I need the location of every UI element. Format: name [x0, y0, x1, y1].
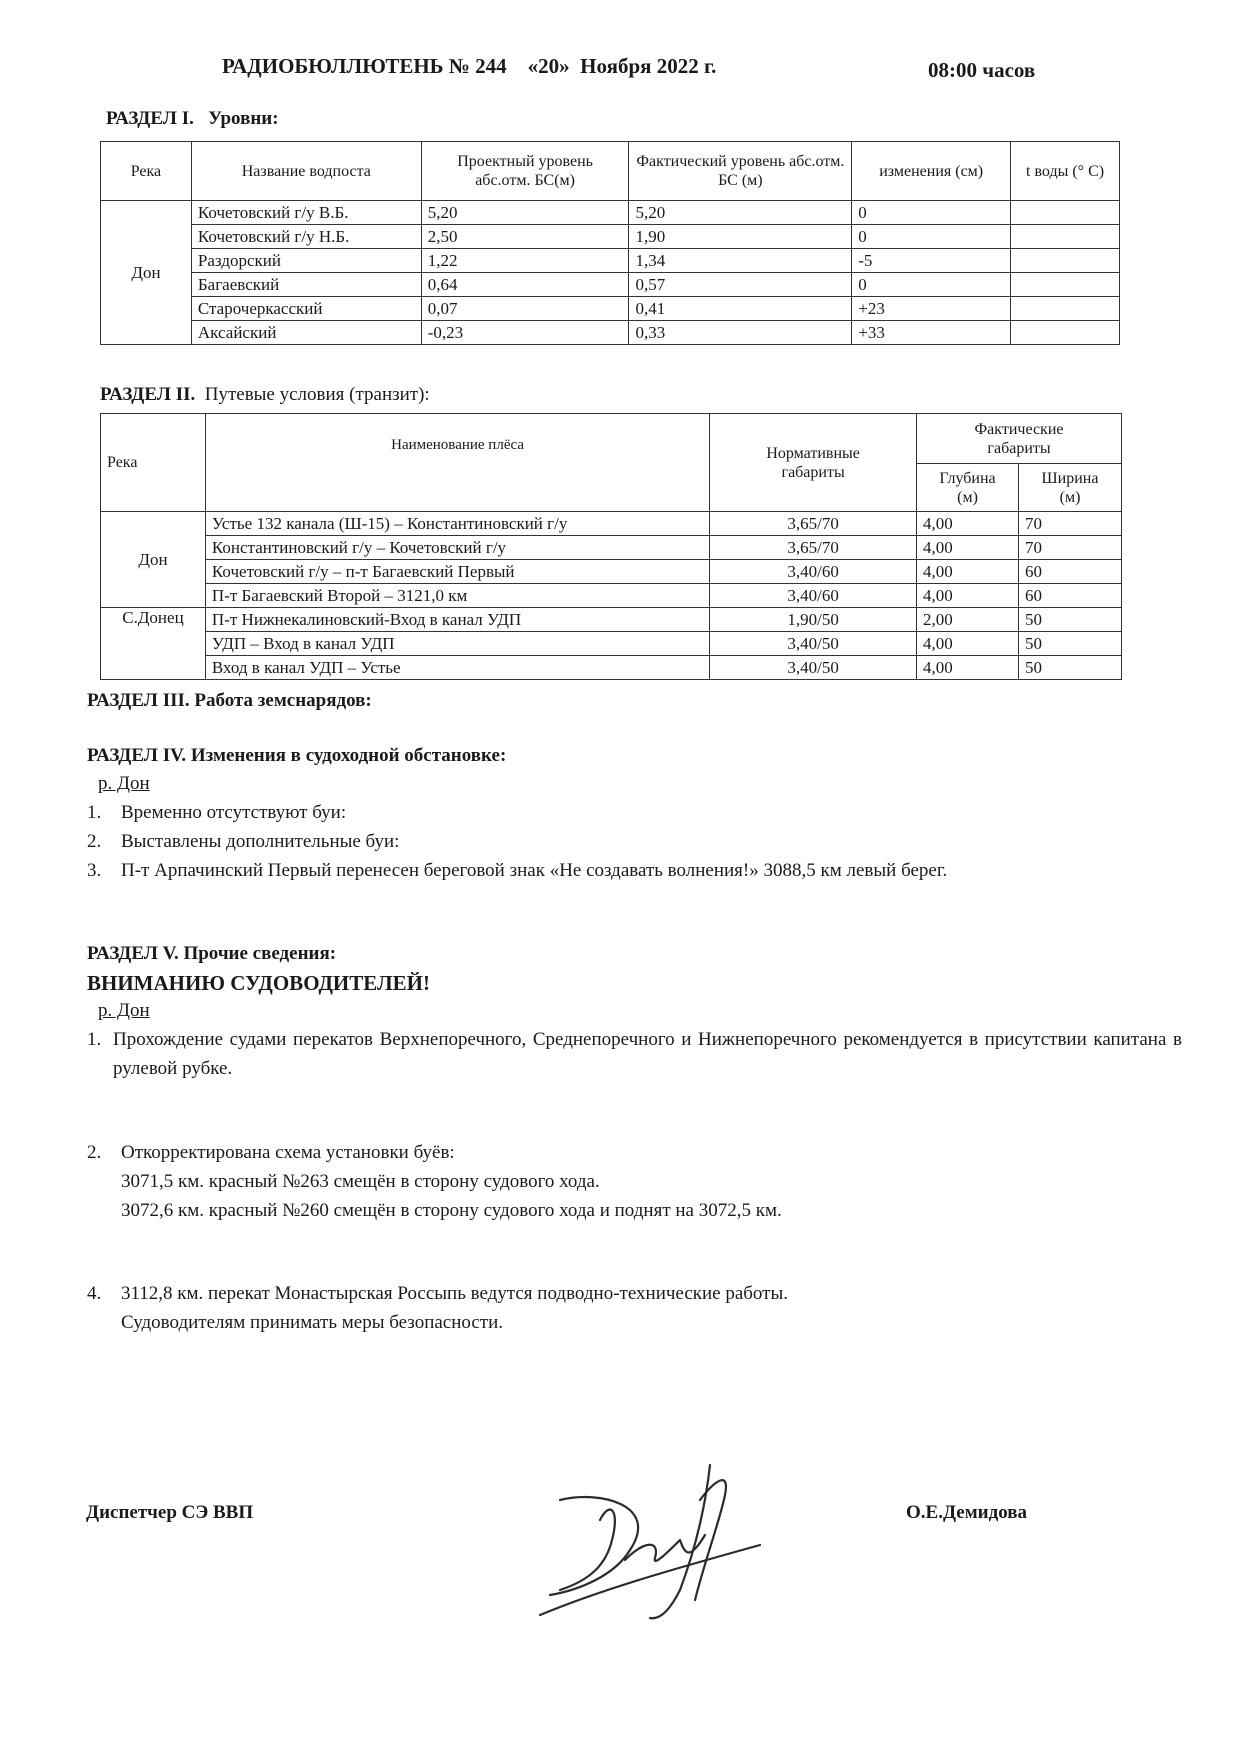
transit-row — [101, 584, 1122, 608]
change-item — [87, 827, 1182, 856]
norm-cell: 3,40/60 — [710, 584, 917, 608]
reach-cell: Устье 132 канала (Ш-15) – Константиновский г/у — [205, 512, 709, 536]
notice-item-2-line-2: 3071,5 км. красный №263 смещён в сторону судового хода. — [121, 1171, 600, 1192]
change-item — [87, 798, 1182, 827]
depth-cell: 4,00 — [917, 512, 1019, 536]
notice-item-2 — [87, 1138, 1182, 1225]
dispatcher-name: О.Е.Демидова — [906, 1502, 1027, 1523]
norm-cell: 3,40/60 — [710, 560, 917, 584]
river-cell: С.Донец — [101, 608, 206, 680]
section-5-title: РАЗДЕЛ V. Прочие сведения: — [87, 943, 337, 964]
project-level-cell: 1,22 — [421, 249, 629, 273]
change-cell: -5 — [852, 249, 1011, 273]
norm-cell: 3,65/70 — [710, 536, 917, 560]
change-item-text: Временно отсутствуют буи: — [121, 802, 347, 823]
station-cell: Старочеркасский — [191, 297, 421, 321]
col-river: Река — [101, 414, 206, 512]
river-cell: Дон — [101, 512, 206, 608]
water-temp-cell — [1011, 201, 1120, 225]
notice-item-4-number: 4. — [87, 1283, 102, 1304]
section-4-river: р. Дон — [98, 773, 150, 794]
section-4-list — [87, 798, 1182, 885]
project-level-cell: -0,23 — [421, 321, 629, 345]
transit-row — [101, 560, 1122, 584]
actual-level-cell: 0,57 — [629, 273, 852, 297]
level-row — [101, 297, 1120, 321]
col-actual: Фактические габариты — [917, 414, 1122, 464]
notice-item-2-number: 2. — [87, 1142, 102, 1163]
col-water-temp: t воды (° С) — [1011, 142, 1120, 201]
level-row — [101, 321, 1120, 345]
level-row — [101, 249, 1120, 273]
norm-cell: 3,65/70 — [710, 512, 917, 536]
actual-level-cell: 0,33 — [629, 321, 852, 345]
transit-row — [101, 512, 1122, 536]
width-cell: 50 — [1019, 632, 1122, 656]
change-cell: 0 — [852, 201, 1011, 225]
col-reach: Наименование плёса — [205, 414, 709, 512]
section-3-title: РАЗДЕЛ III. Работа земснарядов: — [87, 690, 372, 711]
depth-cell: 4,00 — [917, 584, 1019, 608]
water-temp-cell — [1011, 321, 1120, 345]
reach-cell: Вход в канал УДП – Устье — [205, 656, 709, 680]
col-river: Река — [101, 142, 192, 201]
level-row — [101, 273, 1120, 297]
norm-cell: 3,40/50 — [710, 632, 917, 656]
col-norm: Нормативные габариты — [710, 414, 917, 512]
col-depth: Глубина (м) — [917, 464, 1019, 512]
station-cell: Кочетовский г/у В.Б. — [191, 201, 421, 225]
water-temp-cell — [1011, 297, 1120, 321]
norm-cell: 1,90/50 — [710, 608, 917, 632]
section-2-label: РАЗДЕЛ II. — [100, 384, 196, 405]
signature — [520, 1440, 780, 1630]
project-level-cell: 5,20 — [421, 201, 629, 225]
change-item-number: 3. — [87, 860, 102, 881]
depth-cell: 4,00 — [917, 632, 1019, 656]
width-cell: 60 — [1019, 584, 1122, 608]
depth-cell: 4,00 — [917, 656, 1019, 680]
width-cell: 50 — [1019, 656, 1122, 680]
section-2-title — [100, 384, 430, 406]
station-cell: Багаевский — [191, 273, 421, 297]
section-1-title — [106, 108, 279, 130]
section-1-subject: Уровни: — [208, 108, 279, 129]
section-5-river: р. Дон — [98, 1000, 150, 1021]
actual-level-cell: 1,90 — [629, 225, 852, 249]
notice-item-4-line-2: Судоводителям принимать меры безопасности. — [121, 1312, 504, 1333]
change-cell: 0 — [852, 273, 1011, 297]
width-cell: 60 — [1019, 560, 1122, 584]
col-station: Название водпоста — [191, 142, 421, 201]
change-cell: +23 — [852, 297, 1011, 321]
depth-cell: 4,00 — [917, 536, 1019, 560]
norm-cell: 3,40/50 — [710, 656, 917, 680]
col-change: изменения (см) — [852, 142, 1011, 201]
reach-cell: Константиновский г/у – Кочетовский г/у — [205, 536, 709, 560]
bulletin-title: РАДИОБЮЛЛЮТЕНЬ № 244 «20» Ноября 2022 г. — [222, 54, 717, 78]
notice-item-2-line-1: Откорректирована схема установки буёв: — [121, 1142, 455, 1163]
transit-table — [100, 413, 1122, 680]
station-cell: Кочетовский г/у Н.Б. — [191, 225, 421, 249]
col-project-level: Проектный уровень абс.отм. БС(м) — [421, 142, 629, 201]
notice-item-1-text: Прохождение судами перекатов Верхнепоречного, Среднепоречного и Нижнепоречного рекомендуется в присутствии капитана в рулевой рубке. — [113, 1029, 1182, 1079]
col-width: Ширина (м) — [1019, 464, 1122, 512]
notice-item-4-line-1: 3112,8 км. перекат Монастырская Россыпь ведутся подводно-технические работы. — [121, 1283, 789, 1304]
transit-row — [101, 536, 1122, 560]
actual-level-cell: 5,20 — [629, 201, 852, 225]
transit-row — [101, 656, 1122, 680]
change-item-text: Выставлены дополнительные буи: — [121, 831, 400, 852]
station-cell: Раздорский — [191, 249, 421, 273]
section-2-subject: Путевые условия (транзит): — [204, 384, 430, 405]
notice-item-1-number: 1. — [87, 1029, 102, 1050]
notice-item-2-line-3: 3072,6 км. красный №260 смещён в сторону судового хода и поднят на 3072,5 км. — [121, 1200, 782, 1221]
change-item-number: 1. — [87, 802, 102, 823]
change-item — [87, 856, 1182, 885]
transit-row — [101, 608, 1122, 632]
width-cell: 50 — [1019, 608, 1122, 632]
reach-cell: П-т Багаевский Второй – 3121,0 км — [205, 584, 709, 608]
notice-item-4 — [87, 1279, 1182, 1337]
actual-level-cell: 1,34 — [629, 249, 852, 273]
dispatcher-position: Диспетчер СЭ ВВП — [86, 1502, 254, 1523]
width-cell: 70 — [1019, 536, 1122, 560]
actual-level-cell: 0,41 — [629, 297, 852, 321]
bulletin-time: 08:00 часов — [928, 58, 1036, 82]
water-temp-cell — [1011, 273, 1120, 297]
project-level-cell: 0,07 — [421, 297, 629, 321]
level-row — [101, 201, 1120, 225]
level-row — [101, 225, 1120, 249]
water-temp-cell — [1011, 225, 1120, 249]
attention-heading: ВНИМАНИЮ СУДОВОДИТЕЛЕЙ! — [87, 971, 430, 995]
transit-row — [101, 632, 1122, 656]
depth-cell: 2,00 — [917, 608, 1019, 632]
depth-cell: 4,00 — [917, 560, 1019, 584]
reach-cell: Кочетовский г/у – п-т Багаевский Первый — [205, 560, 709, 584]
col-actual-level: Фактический уровень абс.отм. БС (м) — [629, 142, 852, 201]
project-level-cell: 0,64 — [421, 273, 629, 297]
change-item-text: П-т Арпачинский Первый перенесен береговой знак «Не создавать волнения!» 3088,5 км левый берег. — [121, 860, 948, 881]
change-item-number: 2. — [87, 831, 102, 852]
section-1-label: РАЗДЕЛ I. — [106, 108, 194, 129]
change-cell: +33 — [852, 321, 1011, 345]
station-cell: Аксайский — [191, 321, 421, 345]
water-temp-cell — [1011, 249, 1120, 273]
notice-item-1 — [87, 1025, 1182, 1083]
levels-table — [100, 141, 1120, 345]
reach-cell: П-т Нижнекалиновский-Вход в канал УДП — [205, 608, 709, 632]
section-4-title: РАЗДЕЛ IV. Изменения в судоходной обстановке: — [87, 745, 507, 766]
change-cell: 0 — [852, 225, 1011, 249]
width-cell: 70 — [1019, 512, 1122, 536]
reach-cell: УДП – Вход в канал УДП — [205, 632, 709, 656]
project-level-cell: 2,50 — [421, 225, 629, 249]
river-cell: Дон — [101, 201, 192, 345]
